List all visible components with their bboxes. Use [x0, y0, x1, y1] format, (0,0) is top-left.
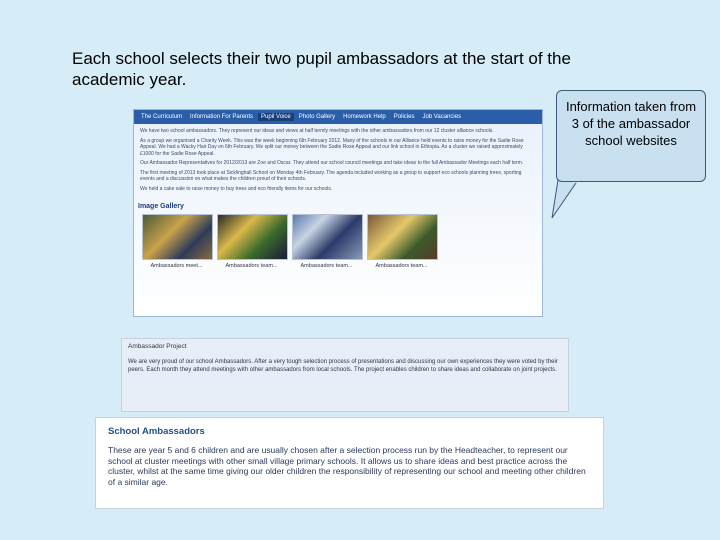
paragraph: Our Ambassador Representatives for 2012/2013 are Zoe and Oscar. They attend our school council meetings and take ideas to the full Ambassador Meetings each half term.	[140, 160, 524, 166]
paragraph: We held a cake sale to raise money to buy trees and eco friendly items for our schools.	[140, 185, 333, 192]
gallery-caption: Ambassadors team...	[300, 263, 353, 269]
callout-bubble: Information taken from 3 of the ambassador school websites	[556, 90, 706, 182]
paragraph: As a group we organised a Charity Week. This was the week beginning 6th February 2012. Many of the schools in our Alliance held events to raise money for the Sadie Rose Appeal. We had a Wacky Hair Day on 6th February. We split our money between the Sadie Rose Appeal and our link school in Ethiopia. As a cluster we raised approximately £1000 for the Sadie Rose Appeal.	[140, 137, 524, 157]
gallery-thumbnail[interactable]	[142, 214, 211, 269]
nav-link-pupil-voice[interactable]: Pupil Voice	[258, 113, 294, 121]
school-ambassadors-text: These are year 5 and 6 children and are usually chosen after a selection process run by the Headteacher, to represent our school at cluster meetings with other small village primary schools. It allows us to share ideas and best practice across the cluster, whilst at the same time giving our older children the responsibility of representing our school and meeting other children of a similar age.	[108, 445, 586, 487]
gallery-caption: Ambassadors team...	[375, 263, 428, 269]
image-gallery-title: Image Gallery	[138, 203, 184, 210]
callout-tail	[548, 180, 588, 220]
gallery-caption: Ambassadors team...	[225, 263, 278, 269]
ambassador-project-text: We are very proud of our school Ambassadors. After a very tough selection process of presentations and discussing our own experiences they were voted by their peers. Each month they attend meetings with other ambassadors from local schools. The project enables children to share ideas and collaborate on joint projects.	[128, 359, 558, 373]
paragraph: The first meeting of 2013 took place at Sicklinghall School on Monday 4th February. The agenda included working as a group to support eco schools planning trees, sporting events and a discussion on what makes the children proud of their schools.	[140, 169, 522, 182]
gallery-photo[interactable]	[367, 214, 438, 260]
nav-link-homework[interactable]: Homework Help	[343, 114, 386, 120]
website-body	[134, 124, 542, 199]
gallery-thumbnail[interactable]	[292, 214, 361, 269]
nav-link-curriculum[interactable]: The Curriculum	[141, 114, 183, 120]
nav-link-vacancies[interactable]: Job Vacancies	[422, 114, 462, 120]
nav-link-photo-gallery[interactable]: Photo Gallery	[298, 114, 336, 120]
image-gallery	[134, 214, 542, 269]
paragraph: We have two school ambassadors. They represent our ideas and views at half termly meetings with the other ambassadors from our 12 cluster alliance schools.	[140, 128, 494, 134]
gallery-thumbnail[interactable]	[217, 214, 286, 269]
gallery-photo[interactable]	[217, 214, 288, 260]
website-nav-bar	[134, 110, 542, 124]
slide-heading: Each school selects their two pupil ambassadors at the start of the academic year.	[72, 49, 571, 89]
nav-link-policies[interactable]: Policies	[393, 114, 415, 120]
nav-link-parents[interactable]: Information For Parents	[190, 114, 254, 120]
school-website-screenshot-1	[133, 109, 543, 317]
gallery-photo[interactable]	[292, 214, 363, 260]
ambassador-project-title: Ambassador Project	[128, 343, 187, 350]
gallery-photo[interactable]	[142, 214, 213, 260]
school-website-screenshot-2	[121, 338, 569, 412]
gallery-caption: Ambassadors meet...	[150, 263, 203, 269]
school-website-screenshot-3	[95, 417, 604, 509]
gallery-thumbnail[interactable]	[367, 214, 436, 269]
school-ambassadors-title: School Ambassadors	[108, 426, 205, 437]
